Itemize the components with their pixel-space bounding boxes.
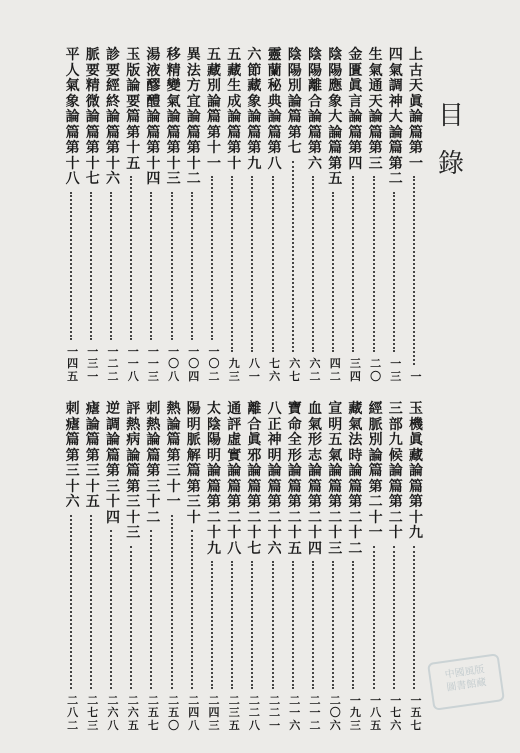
toc-entry-page: 一 三 一 bbox=[87, 344, 99, 383]
toc-entry-page: 四 二 bbox=[329, 357, 341, 383]
toc-entry[interactable] bbox=[306, 48, 324, 383]
toc-entry-title: 五 藏 生 成 論 篇 第 十 bbox=[227, 47, 242, 172]
leader-dots bbox=[272, 561, 279, 689]
leader-dots bbox=[251, 561, 258, 689]
toc-entry[interactable] bbox=[225, 402, 243, 732]
leader-dots bbox=[332, 561, 339, 689]
toc-entry-title: 寶 命 全 形 論 篇 第 二 十 五 bbox=[287, 401, 302, 557]
title-char: 目 bbox=[437, 101, 464, 131]
toc-entry-page: 二 七 三 bbox=[87, 693, 99, 732]
toc-entry[interactable] bbox=[407, 402, 425, 732]
toc-entry-page: 二 四 三 bbox=[208, 693, 220, 732]
toc-entry-title: 四 氣 調 神 大 論 篇 第 二 bbox=[388, 47, 403, 187]
toc-entry-page: 一 〇 四 bbox=[188, 344, 200, 383]
leader-dots bbox=[130, 176, 137, 340]
toc-entry-page: 九 三 bbox=[228, 357, 240, 383]
leader-dots bbox=[272, 176, 279, 352]
leader-dots bbox=[373, 176, 380, 352]
toc-entry-page: 二 四 八 bbox=[188, 693, 200, 732]
toc-entry-title: 熱 論 篇 第 三 十 一 bbox=[166, 401, 181, 510]
toc-entry-title: 通 評 虛 實 論 篇 第 二 十 八 bbox=[227, 401, 242, 557]
toc-entry-title: 陰 陽 離 合 論 篇 第 六 bbox=[308, 47, 322, 172]
toc-entry[interactable] bbox=[124, 402, 142, 732]
toc-entry-title: 玉 機 眞 藏 論 篇 第 十 九 bbox=[409, 401, 423, 541]
toc-entry[interactable] bbox=[185, 48, 203, 383]
toc-entry[interactable] bbox=[387, 402, 405, 732]
toc-entry[interactable] bbox=[306, 402, 324, 732]
toc-entry-title: 八 正 神 明 論 篇 第 二 十 六 bbox=[267, 401, 282, 557]
toc-entry-page: 二 六 五 bbox=[127, 693, 139, 732]
toc-entry-title: 藏 氣 法 時 論 篇 第 二 十 二 bbox=[348, 401, 363, 557]
toc-entry-page: 一 五 七 bbox=[410, 693, 422, 732]
toc-entry-page: 一 九 三 bbox=[349, 693, 361, 732]
leader-dots bbox=[312, 561, 319, 689]
toc-entry[interactable] bbox=[326, 48, 344, 383]
page-title bbox=[436, 92, 466, 188]
leader-dots bbox=[413, 546, 420, 689]
leader-dots bbox=[413, 176, 420, 365]
leader-dots bbox=[150, 530, 157, 689]
toc-entry[interactable] bbox=[367, 48, 385, 383]
toc-entry-page: 二 一 二 bbox=[309, 693, 321, 732]
leader-dots bbox=[292, 561, 299, 689]
library-stamp bbox=[427, 653, 505, 711]
toc-entry-title: 陰 陽 應 象 大 論 篇 第 五 bbox=[328, 47, 343, 187]
toc-entry[interactable] bbox=[84, 48, 102, 383]
toc-entry-title: 異 法 方 宜 論 篇 第 十 二 bbox=[186, 47, 201, 187]
toc-entry[interactable] bbox=[104, 48, 122, 383]
toc-entry[interactable] bbox=[245, 48, 263, 383]
toc-entry-page: 二 六 八 bbox=[107, 693, 119, 732]
toc-entry-page: 二 五 七 bbox=[147, 693, 159, 732]
leader-dots bbox=[191, 192, 198, 340]
toc-entry-page: 三 四 bbox=[349, 357, 361, 383]
toc-entry-page: 二 一 六 bbox=[289, 693, 301, 732]
leader-dots bbox=[90, 515, 97, 689]
leader-dots bbox=[171, 192, 178, 340]
toc-entry[interactable] bbox=[84, 402, 102, 732]
toc-entry-page: 一 〇 二 bbox=[208, 344, 220, 383]
toc-entry-title: 移 精 變 氣 論 篇 第 十 三 bbox=[166, 47, 181, 187]
toc-entry-title: 靈 蘭 秘 典 論 篇 第 八 bbox=[267, 47, 282, 172]
toc-entry-title: 太 陰 陽 明 論 篇 第 二 十 九 bbox=[207, 401, 221, 557]
toc-entry-title: 診 要 經 終 論 篇 第 十 六 bbox=[106, 47, 120, 187]
toc-entry-page: 一 一 三 bbox=[147, 344, 159, 383]
toc-entry-title: 經 脈 別 論 篇 第 二 十 一 bbox=[368, 401, 383, 541]
toc-entry-page: 六 七 bbox=[289, 357, 301, 383]
toc-entry-title: 刺 熱 論 篇 第 三 十 二 bbox=[146, 401, 161, 526]
toc-entry[interactable] bbox=[185, 402, 203, 732]
toc-entry[interactable] bbox=[266, 48, 284, 383]
toc-entry[interactable] bbox=[64, 48, 82, 383]
leader-dots bbox=[211, 561, 218, 689]
toc-entry-page: 一 四 五 bbox=[67, 344, 79, 383]
toc-entry-title: 三 部 九 候 論 篇 第 二 十 bbox=[388, 401, 403, 541]
toc-entry-title: 生 氣 通 天 論 篇 第 三 bbox=[368, 47, 383, 172]
toc-entry[interactable] bbox=[64, 402, 82, 732]
toc-entry-page: 一 三 bbox=[390, 357, 402, 383]
toc-entry[interactable] bbox=[346, 48, 364, 383]
toc-entry[interactable] bbox=[144, 48, 162, 383]
toc-entry-title: 上 古 天 眞 論 篇 第 一 bbox=[409, 47, 423, 172]
toc-entry[interactable] bbox=[205, 402, 223, 732]
toc-entry[interactable] bbox=[225, 48, 243, 383]
toc-entry-title: 瘧 論 篇 第 三 十 五 bbox=[85, 401, 100, 510]
toc-entry-page: 八 一 bbox=[248, 357, 260, 383]
leader-dots bbox=[352, 561, 359, 689]
toc-entry-page: 一 一 八 bbox=[127, 344, 139, 383]
toc-entry-page: 二 〇 bbox=[370, 357, 382, 383]
toc-entry-title: 玉 版 論 要 篇 第 十 五 bbox=[126, 47, 141, 172]
toc-entry-page: 二 五 〇 bbox=[168, 693, 180, 732]
toc-entry[interactable] bbox=[286, 402, 304, 732]
toc-entry-title: 宣 明 五 氣 論 篇 第 二 十 三 bbox=[328, 401, 343, 557]
toc-entry-title: 離 合 眞 邪 論 篇 第 二 十 七 bbox=[247, 401, 262, 557]
leader-dots bbox=[373, 546, 380, 689]
toc-entry-title: 逆 調 論 篇 第 三 十 四 bbox=[106, 401, 120, 526]
leader-dots bbox=[211, 176, 218, 340]
leader-dots bbox=[231, 561, 238, 689]
toc-entry[interactable] bbox=[104, 402, 122, 732]
leader-dots bbox=[110, 192, 117, 340]
leader-dots bbox=[352, 176, 359, 352]
toc-entry[interactable] bbox=[367, 402, 385, 732]
toc-entry-page: 二 二 八 bbox=[248, 693, 260, 732]
toc-entry-title: 刺 瘧 篇 第 三 十 六 bbox=[65, 401, 80, 510]
toc-entry[interactable] bbox=[205, 48, 223, 383]
leader-dots bbox=[332, 192, 339, 353]
toc-entry[interactable] bbox=[165, 402, 183, 732]
toc-entry[interactable] bbox=[387, 48, 405, 383]
toc-entry-page: 二 〇 六 bbox=[329, 693, 341, 732]
toc-entry-title: 湯 液 醪 醴 論 篇 第 十 四 bbox=[146, 47, 161, 187]
leader-dots bbox=[393, 192, 400, 353]
toc-entry[interactable] bbox=[124, 48, 142, 383]
title-char: 錄 bbox=[437, 149, 464, 179]
leader-dots bbox=[90, 192, 97, 340]
toc-entry[interactable] bbox=[266, 402, 284, 732]
toc-entry[interactable] bbox=[407, 48, 425, 383]
toc-entry[interactable] bbox=[326, 402, 344, 732]
toc-entry[interactable] bbox=[144, 402, 162, 732]
stamp-line: 圖書館藏 bbox=[445, 677, 488, 694]
leader-dots bbox=[171, 515, 178, 689]
leader-dots bbox=[191, 530, 198, 689]
toc-entry-title: 六 節 藏 象 論 篇 第 九 bbox=[247, 47, 262, 172]
toc-entry-page: 一 〇 八 bbox=[168, 344, 180, 383]
toc-entry-page: 七 六 bbox=[269, 357, 281, 383]
leader-dots bbox=[312, 176, 319, 352]
leader-dots bbox=[70, 192, 77, 340]
toc-entry-title: 脈 要 精 微 論 篇 第 十 七 bbox=[85, 47, 100, 187]
leader-dots bbox=[231, 176, 238, 352]
toc-entry-title: 血 氣 形 志 論 篇 第 二 十 四 bbox=[308, 401, 322, 557]
leader-dots bbox=[70, 515, 77, 689]
leader-dots bbox=[130, 546, 137, 689]
toc-entry-title: 平 人 氣 象 論 篇 第 十 八 bbox=[65, 47, 80, 187]
toc-entry-page: 一 bbox=[410, 369, 422, 383]
leader-dots bbox=[150, 192, 157, 340]
toc-entry-page: 二 八 二 bbox=[67, 693, 79, 732]
leader-dots bbox=[292, 161, 299, 353]
toc-entry-page: 二 二 一 bbox=[269, 693, 281, 732]
toc-entry[interactable] bbox=[286, 48, 304, 383]
toc-entry-page: 一 二 二 bbox=[107, 344, 119, 383]
toc-entry[interactable] bbox=[165, 48, 183, 383]
leader-dots bbox=[393, 546, 400, 689]
leader-dots bbox=[110, 530, 117, 689]
toc-entry-title: 五 藏 別 論 篇 第 十 一 bbox=[207, 47, 221, 172]
stamp-line: 中國風版 bbox=[444, 664, 486, 681]
toc-entry[interactable] bbox=[245, 402, 263, 732]
toc-entry-title: 陰 陽 別 論 篇 第 七 bbox=[287, 47, 302, 156]
toc-entry-title: 金 匱 眞 言 論 篇 第 四 bbox=[348, 47, 363, 172]
toc-entry-page: 二 三 五 bbox=[228, 693, 240, 732]
toc-entry-page: 一 七 六 bbox=[390, 693, 402, 732]
toc-entry-title: 陽 明 脈 解 篇 第 三 十 bbox=[186, 401, 201, 526]
toc-entry-page: 一 八 五 bbox=[370, 693, 382, 732]
toc-entry[interactable] bbox=[346, 402, 364, 732]
toc-entry-title: 評 熱 病 論 篇 第 三 十 三 bbox=[126, 401, 141, 541]
toc-entry-page: 六 二 bbox=[309, 357, 321, 383]
leader-dots bbox=[251, 176, 258, 352]
